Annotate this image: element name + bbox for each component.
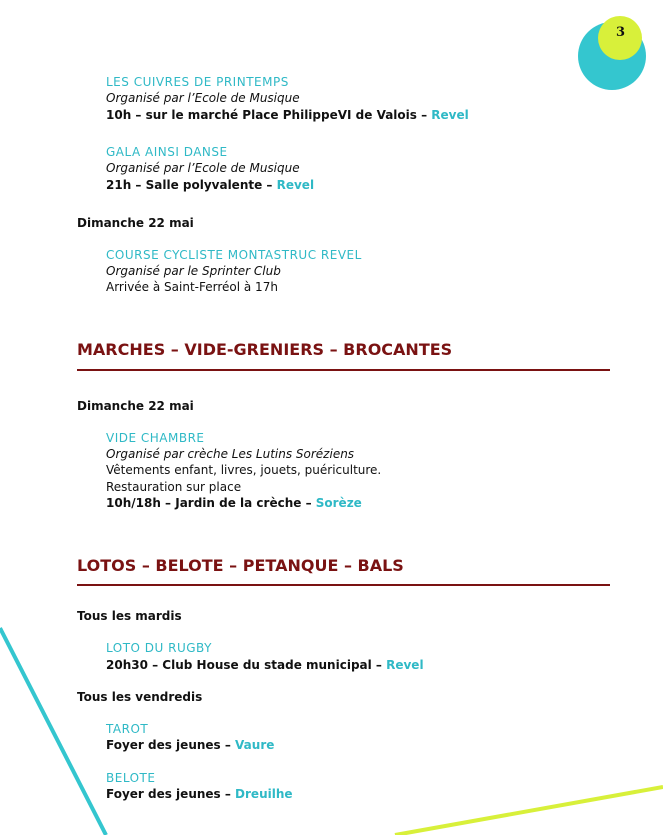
event-time-location: 21h – Salle polyvalente – (106, 178, 277, 192)
event-when (106, 108, 469, 122)
section-divider (77, 584, 610, 586)
event-time-location: 20h30 – Club House du stade municipal – (106, 658, 387, 672)
section-divider (77, 369, 610, 371)
section-heading: MARCHES – VIDE-GRENIERS – BROCANTES (77, 340, 453, 359)
event-title: LES CUIVRES DE PRINTEMPS (106, 75, 289, 89)
event-description: Vêtements enfant, livres, jouets, puériculture. (106, 463, 382, 477)
event-title: BELOTE (106, 771, 156, 785)
event-town: Dreuilhe (235, 787, 293, 801)
event-organizer: Organisé par le Sprinter Club (106, 264, 281, 278)
page-number: 3 (616, 25, 626, 40)
event-when: Arrivée à Saint-Ferréol à 17h (106, 280, 278, 294)
event-organizer: Organisé par crèche Les Lutins Soréziens (106, 447, 355, 461)
date-heading: Tous les vendredis (77, 690, 203, 704)
event-town: Vaure (235, 738, 275, 752)
date-heading: Dimanche 22 mai (77, 399, 194, 413)
event-title: TAROT (106, 722, 149, 736)
event-town: Revel (431, 108, 469, 122)
event-organizer: Organisé par l’Ecole de Musique (106, 91, 300, 105)
event-town: Revel (386, 658, 424, 672)
event-description: Restauration sur place (106, 480, 242, 494)
event-title: COURSE CYCLISTE MONTASTRUC REVEL (106, 248, 362, 262)
event-time-location: Foyer des jeunes – (106, 787, 236, 801)
event-time-location: 10h – sur le marché Place PhilippeVI de Valois – (106, 108, 432, 122)
event-when (106, 178, 314, 192)
date-heading: Tous les mardis (77, 609, 182, 623)
event-town: Sorèze (315, 496, 362, 510)
event-title: LOTO DU RUGBY (106, 641, 212, 655)
event-time-location: Foyer des jeunes – (106, 738, 236, 752)
event-when (106, 787, 293, 801)
event-time-location: 10h/18h – Jardin de la crèche – (106, 496, 316, 510)
event-when (106, 658, 424, 672)
date-heading: Dimanche 22 mai (77, 216, 194, 230)
section-heading: LOTOS – BELOTE – PETANQUE – BALS (77, 556, 404, 575)
teal-line-decoration (0, 628, 106, 835)
event-when (106, 738, 274, 752)
lime-line-decoration (395, 787, 663, 835)
event-when (106, 496, 362, 510)
event-title: GALA AINSI DANSE (106, 145, 228, 159)
event-town: Revel (276, 178, 315, 192)
event-organizer: Organisé par l’Ecole de Musique (106, 161, 300, 175)
event-title: VIDE CHAMBRE (106, 431, 205, 445)
